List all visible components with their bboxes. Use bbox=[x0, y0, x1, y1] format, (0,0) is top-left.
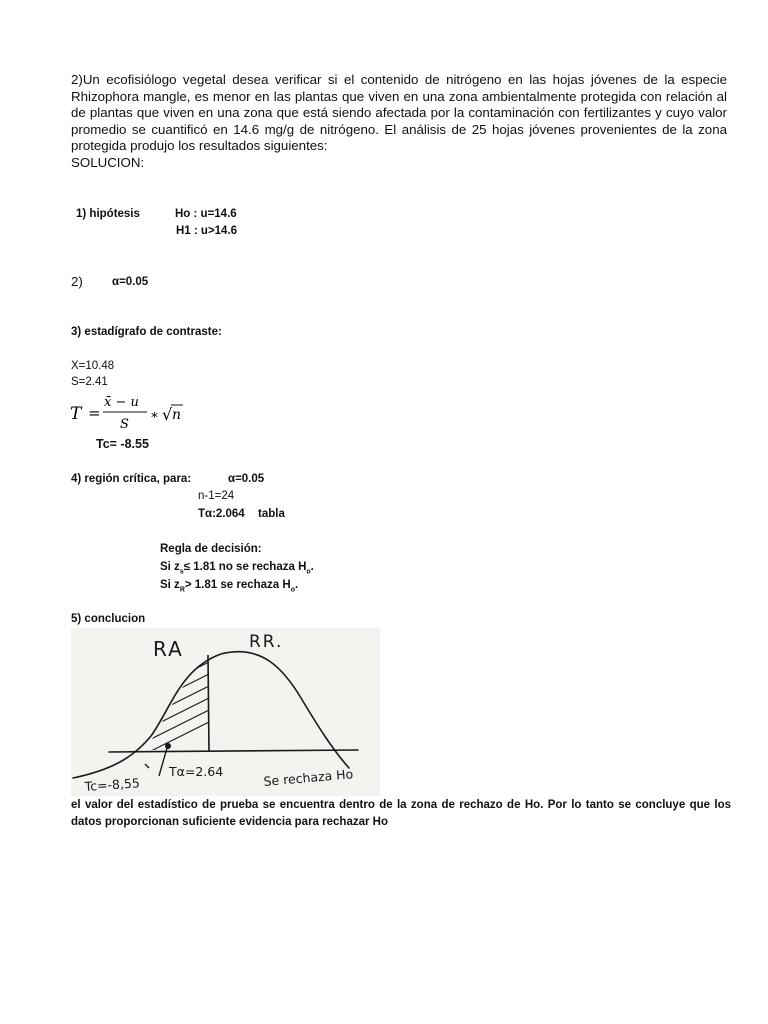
t-alpha-value: Tα:2.064 bbox=[198, 508, 245, 520]
sample-mean: X=10.48 bbox=[71, 360, 115, 372]
step4-label: 4) región crítica, para: bbox=[71, 473, 192, 485]
problem-statement: 2)Un ecofisiólogo vegetal desea verificar si el contenido de nitrógeno en las hojas jóvenes de la especie Rhizophora mangle, es menor en las plantas que viven en una zona ambientalmente protegida con relación al de plantas que viven en una zona que está siendo afectada por la contaminación con fertilizantes y cuyo valor promedio se cuantificó en 14.6 mg/g de nitrógeno. El análisis de 25 hojas jóvenes provenientes de la zona protegida produjo los resultados siguientes: bbox=[71, 72, 727, 153]
decision-rule-1-sub-ho: o bbox=[306, 568, 311, 576]
sketch-label-tc: Tc=-8,55 bbox=[84, 775, 141, 794]
tabla-label: tabla bbox=[258, 508, 285, 520]
decision-rule-1-sub: s bbox=[179, 568, 184, 576]
step2-number: 2) bbox=[71, 274, 83, 289]
sketch-label-ra: RA bbox=[153, 637, 184, 661]
step3-label: 3) estadígrafo de contraste: bbox=[71, 326, 222, 338]
decision-rule-title: Regla de decisión: bbox=[160, 543, 262, 555]
degrees-of-freedom: n-1=24 bbox=[198, 490, 235, 502]
decision-rule-1 bbox=[160, 560, 314, 575]
sketch-drawing bbox=[71, 628, 380, 796]
sample-sd: S=2.41 bbox=[71, 376, 108, 388]
step1-label: 1) hipótesis bbox=[76, 208, 140, 220]
formula-times: ∗ bbox=[150, 408, 159, 423]
hypothesis-h1: H1 : u>14.6 bbox=[176, 225, 238, 237]
formula-numerator: x̄ − u bbox=[104, 395, 139, 410]
formula-radical: √ bbox=[162, 405, 173, 424]
decision-rule-1-symbol: ≤ bbox=[183, 561, 191, 573]
formula-denominator: S bbox=[120, 417, 129, 432]
solucion-label: SOLUCION: bbox=[71, 155, 145, 170]
sketch-label-reject: Se rechaza Ho bbox=[262, 766, 354, 789]
decision-rule-2-text: > 1.81 se rechaza H bbox=[184, 579, 291, 591]
decision-rule-1-text: 1.81 no se rechaza H bbox=[190, 561, 307, 573]
formula-equals: = bbox=[88, 404, 101, 422]
tc-value: Tc= -8.55 bbox=[96, 437, 149, 451]
step2-alpha: α=0.05 bbox=[112, 276, 149, 288]
formula-radicand: n bbox=[172, 407, 182, 423]
decision-rule-2-prefix: Si z bbox=[160, 579, 180, 591]
decision-rule-2-end: . bbox=[294, 579, 299, 591]
sketch-label-ta: Tα=2.64 bbox=[169, 764, 224, 779]
step5-label: 5) conclucion bbox=[71, 613, 146, 625]
decision-rule-1-end: . bbox=[310, 561, 314, 573]
hand-drawn-distribution-sketch bbox=[71, 628, 380, 796]
sketch-statistic-point bbox=[165, 743, 171, 749]
decision-rule-2 bbox=[160, 578, 298, 593]
t-statistic-formula bbox=[70, 393, 200, 433]
decision-rule-2-sub-ho: o bbox=[290, 586, 295, 594]
hypothesis-h0: Ho : u=14.6 bbox=[175, 208, 237, 220]
sketch-label-rr: RR. bbox=[249, 632, 284, 652]
sketch-critical-line bbox=[208, 655, 209, 752]
conclusion-text: el valor del estadístico de prueba se encuentra dentro de la zona de rechazo de Ho. Por lo tanto se concluye que los datos proporcionan suficiente evidencia para rechazar Ho bbox=[71, 799, 731, 828]
decision-rule-2-sub: R bbox=[179, 586, 185, 594]
decision-rule-1-prefix: Si z bbox=[160, 561, 180, 573]
step4-alpha: α=0.05 bbox=[228, 473, 265, 485]
formula-lhs: T bbox=[70, 404, 82, 424]
